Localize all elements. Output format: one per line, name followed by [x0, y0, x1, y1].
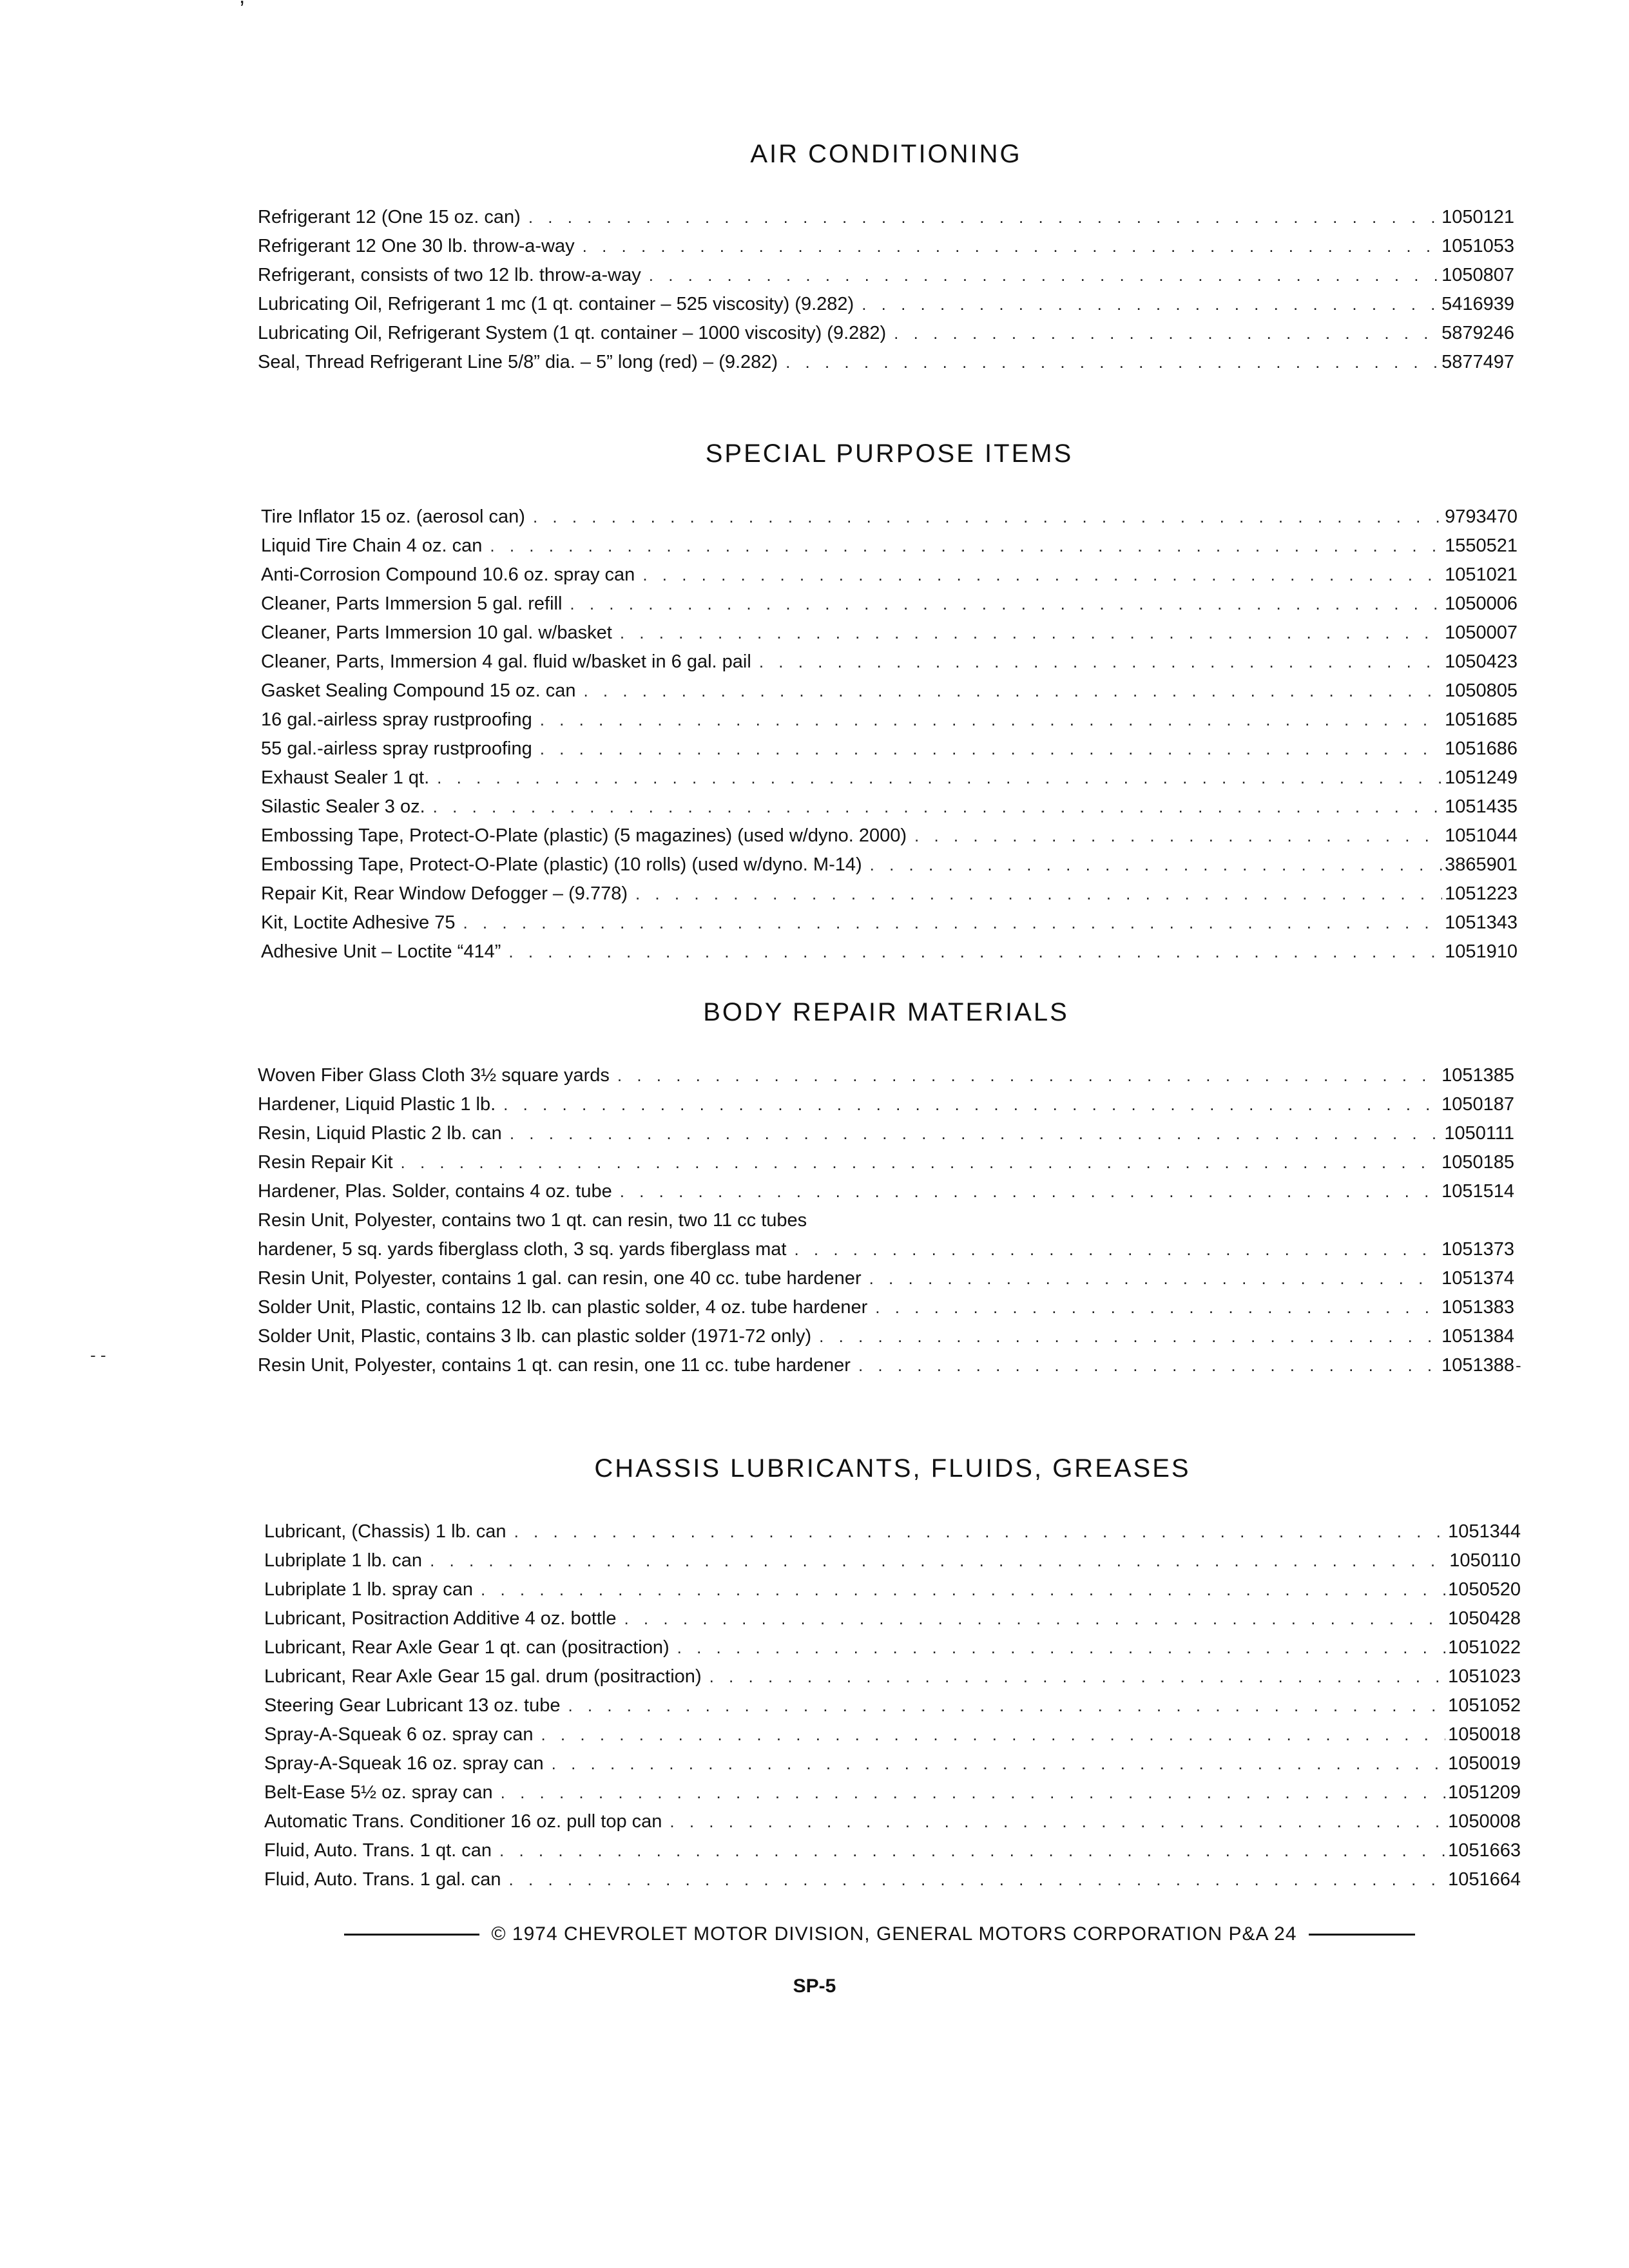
dot-leader: [430, 1546, 1447, 1575]
dot-leader: [533, 503, 1442, 532]
item-description: Solder Unit, Plastic, contains 3 lb. can plastic solder (1971-72 only): [258, 1326, 812, 1347]
list-item: [258, 203, 1514, 232]
part-number: 1051388: [1441, 1355, 1514, 1376]
part-number: 1050110: [1449, 1550, 1521, 1571]
part-number: 1050423: [1445, 651, 1518, 672]
parts-list: [258, 1061, 1514, 1380]
footer-rule-left: [344, 1934, 479, 1936]
list-item: [261, 590, 1518, 619]
list-item: [264, 1778, 1521, 1807]
dot-leader: [540, 735, 1442, 764]
list-item: [258, 290, 1514, 319]
parts-list: [258, 203, 1514, 377]
item-description: Refrigerant 12 (One 15 oz. can): [258, 207, 521, 227]
list-item: [258, 1351, 1514, 1380]
list-item: [258, 319, 1514, 348]
section-body-repair-materials: [258, 997, 1514, 1380]
part-number: 1051209: [1448, 1782, 1521, 1803]
part-number: 9793470: [1445, 506, 1518, 527]
list-item: [258, 1119, 1514, 1148]
part-number: 1051663: [1448, 1840, 1521, 1861]
dot-leader: [620, 619, 1442, 648]
footer-rule-right: [1309, 1934, 1415, 1936]
dot-leader: [759, 648, 1442, 677]
section-chassis-lubricants: [264, 1453, 1521, 1894]
part-number: 1050807: [1441, 265, 1514, 285]
item-description: Hardener, Plas. Solder, contains 4 oz. tube: [258, 1181, 612, 1202]
dot-leader: [499, 1836, 1445, 1865]
copyright-notice: © 1974 CHEVROLET MOTOR DIVISION, GENERAL MOTORS CORPORATION P&A 24: [491, 1923, 1297, 1945]
item-description: Cleaner, Parts Immersion 10 gal. w/basket: [261, 622, 612, 643]
dot-leader: [914, 822, 1442, 850]
part-number: 1051685: [1445, 709, 1518, 730]
list-item: [261, 706, 1518, 735]
list-item: [264, 1546, 1521, 1575]
dot-leader: [528, 203, 1439, 232]
dot-leader: [503, 1090, 1439, 1119]
page-number: SP-5: [793, 1975, 836, 1997]
part-number: 5879246: [1441, 323, 1514, 343]
list-item: [258, 1235, 1514, 1264]
item-description: Fluid, Auto. Trans. 1 qt. can: [264, 1840, 492, 1861]
dot-leader: [583, 232, 1439, 261]
dot-leader: [568, 1691, 1445, 1720]
item-description: Silastic Sealer 3 oz.: [261, 796, 425, 817]
part-number: 1050007: [1445, 622, 1518, 643]
item-description: Resin Unit, Polyester, contains two 1 qt. can resin, two 11 cc tubes: [258, 1210, 807, 1231]
item-description: Lubricant, Rear Axle Gear 15 gal. drum (positraction): [264, 1666, 702, 1687]
dot-leader: [570, 590, 1442, 619]
list-item: [264, 1836, 1521, 1865]
item-description: Hardener, Liquid Plastic 1 lb.: [258, 1094, 496, 1115]
part-number: 1051021: [1445, 564, 1518, 585]
list-item: [264, 1517, 1521, 1546]
dot-leader: [510, 1119, 1442, 1148]
item-description: Anti-Corrosion Compound 10.6 oz. spray can: [261, 564, 635, 585]
section-special-purpose-items: [261, 438, 1518, 966]
list-item: [258, 1322, 1514, 1351]
part-number: 1051223: [1445, 883, 1518, 904]
part-number: 1051022: [1448, 1637, 1521, 1658]
list-item: [261, 735, 1518, 764]
dot-leader: [508, 937, 1442, 966]
item-description: 16 gal.-airless spray rustproofing: [261, 709, 532, 730]
item-description: Lubriplate 1 lb. spray can: [264, 1579, 474, 1600]
list-item: [261, 648, 1518, 677]
dot-leader: [437, 764, 1442, 793]
item-description: Solder Unit, Plastic, contains 12 lb. can plastic solder, 4 oz. tube hardener: [258, 1297, 868, 1318]
part-number: 1051910: [1445, 941, 1518, 962]
item-description: Refrigerant, consists of two 12 lb. throw-a-way: [258, 265, 641, 285]
dot-leader: [862, 290, 1439, 319]
list-item: [258, 1177, 1514, 1206]
page-footer: [293, 1923, 1466, 1945]
dot-leader: [617, 1061, 1439, 1090]
part-number: 1050008: [1448, 1811, 1521, 1832]
part-number: 5877497: [1441, 352, 1514, 372]
part-number: 1051686: [1445, 738, 1518, 759]
part-number: 1550521: [1445, 535, 1518, 556]
item-description: Belt-Ease 5½ oz. spray can: [264, 1782, 493, 1803]
item-description: Liquid Tire Chain 4 oz. can: [261, 535, 483, 556]
item-description: Cleaner, Parts Immersion 5 gal. refill: [261, 593, 563, 614]
list-item: [258, 1090, 1514, 1119]
section-title: AIR CONDITIONING: [750, 140, 1022, 168]
dot-leader: [786, 348, 1439, 377]
item-description: Refrigerant 12 One 30 lb. throw-a-way: [258, 236, 575, 256]
item-description: Embossing Tape, Protect-O-Plate (plastic) (5 magazines) (used w/dyno. 2000): [261, 825, 907, 846]
list-item: [261, 793, 1518, 822]
section-title: SPECIAL PURPOSE ITEMS: [705, 439, 1074, 468]
list-item: [258, 232, 1514, 261]
dot-leader: [541, 1720, 1445, 1749]
part-number: 1051374: [1441, 1268, 1514, 1289]
list-item: [264, 1604, 1521, 1633]
list-item: [264, 1865, 1521, 1894]
dot-leader: [401, 1148, 1440, 1177]
dot-leader: [540, 706, 1442, 735]
item-description: Cleaner, Parts, Immersion 4 gal. fluid w/basket in 6 gal. pail: [261, 651, 751, 672]
part-number: 1051514: [1441, 1181, 1514, 1202]
part-number: 1050428: [1448, 1608, 1521, 1629]
part-number: 1051023: [1448, 1666, 1521, 1687]
list-item: [261, 937, 1518, 966]
part-number: 1050187: [1441, 1094, 1514, 1115]
dot-leader: [869, 1264, 1439, 1293]
list-item: [264, 1575, 1521, 1604]
list-item: [261, 764, 1518, 793]
dot-leader: [514, 1517, 1446, 1546]
item-description: Automatic Trans. Conditioner 16 oz. pull top can: [264, 1811, 662, 1832]
list-item: [258, 1061, 1514, 1090]
part-number: 1051052: [1448, 1695, 1521, 1716]
dot-leader: [509, 1865, 1446, 1894]
list-item: [258, 1206, 1514, 1235]
dot-leader: [819, 1322, 1439, 1351]
scan-speck: -: [1516, 1356, 1521, 1375]
dot-leader: [794, 1235, 1439, 1264]
item-description: Resin, Liquid Plastic 2 lb. can: [258, 1123, 502, 1144]
list-item: [264, 1691, 1521, 1720]
parts-list: [261, 503, 1518, 966]
dot-leader: [620, 1177, 1439, 1206]
scan-speck: - -: [90, 1345, 106, 1365]
dot-leader: [635, 879, 1442, 908]
list-item: [264, 1807, 1521, 1836]
part-number: 1050019: [1448, 1753, 1521, 1774]
dot-leader: [552, 1749, 1445, 1778]
part-number: 1051044: [1445, 825, 1518, 846]
item-description: Adhesive Unit – Loctite “414”: [261, 941, 501, 962]
item-description: Lubricant, (Chassis) 1 lb. can: [264, 1521, 506, 1542]
item-description: 55 gal.-airless spray rustproofing: [261, 738, 532, 759]
section-air-conditioning: [258, 139, 1514, 377]
list-item: [258, 348, 1514, 377]
list-item: [264, 1749, 1521, 1778]
item-description: Resin Unit, Polyester, contains 1 qt. can resin, one 11 cc. tube hardener: [258, 1355, 851, 1376]
item-description: Tire Inflator 15 oz. (aerosol can): [261, 506, 525, 527]
item-description: Resin Unit, Polyester, contains 1 gal. can resin, one 40 cc. tube hardener: [258, 1268, 862, 1289]
list-item: [261, 677, 1518, 706]
item-description: Lubricant, Positraction Additive 4 oz. bottle: [264, 1608, 617, 1629]
item-description: Lubriplate 1 lb. can: [264, 1550, 423, 1571]
section-title: CHASSIS LUBRICANTS, FLUIDS, GREASES: [594, 1454, 1191, 1483]
list-item: [261, 561, 1518, 590]
list-item: [258, 261, 1514, 290]
part-number: 3865901: [1445, 854, 1518, 875]
dot-leader: [677, 1633, 1445, 1662]
item-description: Seal, Thread Refrigerant Line 5/8” dia. – 5” long (red) – (9.282): [258, 352, 778, 372]
dot-leader: [875, 1293, 1439, 1322]
parts-list: [264, 1517, 1521, 1894]
list-item: [261, 619, 1518, 648]
part-number: 1051385: [1441, 1065, 1514, 1086]
part-number: 1050018: [1448, 1724, 1521, 1745]
part-number: 1051053: [1441, 236, 1514, 256]
list-item: [264, 1720, 1521, 1749]
item-description: Kit, Loctite Adhesive 75: [261, 912, 456, 933]
dot-leader: [583, 677, 1442, 706]
part-number: 1050520: [1448, 1579, 1521, 1600]
dot-leader: [858, 1351, 1439, 1380]
part-number: 1050121: [1441, 207, 1514, 227]
item-description: Steering Gear Lubricant 13 oz. tube: [264, 1695, 561, 1716]
dot-leader: [481, 1575, 1445, 1604]
item-description: hardener, 5 sq. yards fiberglass cloth, 3 sq. yards fiberglass mat: [258, 1239, 787, 1260]
part-number: 1051343: [1445, 912, 1518, 933]
list-item: [261, 503, 1518, 532]
item-description: Repair Kit, Rear Window Defogger – (9.778): [261, 883, 628, 904]
part-number: 1051249: [1445, 767, 1518, 788]
part-number: 1050185: [1441, 1152, 1514, 1173]
list-item: [261, 850, 1518, 879]
part-number: 1051384: [1441, 1326, 1514, 1347]
dot-leader: [670, 1807, 1445, 1836]
list-item: [261, 532, 1518, 561]
part-number: 1051373: [1441, 1239, 1514, 1260]
item-description: Lubricating Oil, Refrigerant 1 mc (1 qt. container – 525 viscosity) (9.282): [258, 294, 854, 314]
dot-leader: [624, 1604, 1445, 1633]
dot-leader: [433, 793, 1442, 822]
part-number: 1050805: [1445, 680, 1518, 701]
page-corner-mark: ʼ: [240, 0, 245, 22]
dot-leader: [649, 261, 1439, 290]
item-description: Resin Repair Kit: [258, 1152, 393, 1173]
item-description: Spray-A-Squeak 16 oz. spray can: [264, 1753, 544, 1774]
dot-leader: [709, 1662, 1445, 1691]
item-description: Embossing Tape, Protect-O-Plate (plastic) (10 rolls) (used w/dyno. M-14): [261, 854, 862, 875]
dot-leader: [894, 319, 1439, 348]
item-description: Fluid, Auto. Trans. 1 gal. can: [264, 1869, 501, 1890]
item-description: Lubricant, Rear Axle Gear 1 qt. can (positraction): [264, 1637, 670, 1658]
part-number: 1051435: [1445, 796, 1518, 817]
part-number: 1050111: [1444, 1123, 1514, 1144]
dot-leader: [870, 850, 1442, 879]
dot-leader: [463, 908, 1442, 937]
list-item: [258, 1293, 1514, 1322]
part-number: 1051664: [1448, 1869, 1521, 1890]
part-number: 1051383: [1441, 1297, 1514, 1318]
item-description: Exhaust Sealer 1 qt.: [261, 767, 430, 788]
item-description: Lubricating Oil, Refrigerant System (1 qt. container – 1000 viscosity) (9.282): [258, 323, 887, 343]
list-item: [261, 879, 1518, 908]
list-item: [258, 1264, 1514, 1293]
list-item: [261, 822, 1518, 850]
list-item: [264, 1633, 1521, 1662]
part-number: 1050006: [1445, 593, 1518, 614]
item-description: Gasket Sealing Compound 15 oz. can: [261, 680, 576, 701]
part-number: 5416939: [1441, 294, 1514, 314]
dot-leader: [642, 561, 1442, 590]
dot-leader: [501, 1778, 1445, 1807]
list-item: [261, 908, 1518, 937]
list-item: [264, 1662, 1521, 1691]
part-number: 1051344: [1448, 1521, 1521, 1542]
dot-leader: [490, 532, 1442, 561]
section-title: BODY REPAIR MATERIALS: [703, 998, 1069, 1026]
list-item: [258, 1148, 1514, 1177]
item-description: Spray-A-Squeak 6 oz. spray can: [264, 1724, 534, 1745]
item-description: Woven Fiber Glass Cloth 3½ square yards: [258, 1065, 610, 1086]
